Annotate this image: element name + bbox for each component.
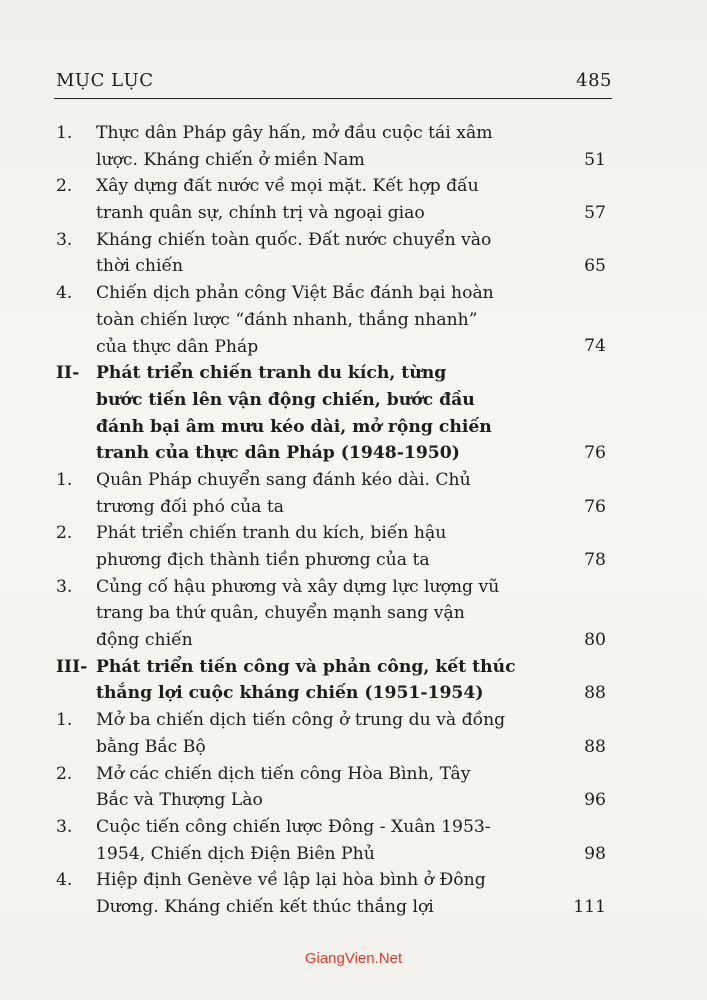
entry-title-line: Quân Pháp chuyển sang đánh kéo dài. Chủ: [96, 469, 471, 490]
entry-title-line: Dương. Kháng chiến kết thúc thắng lợi: [96, 896, 434, 917]
entry-page-number: 111: [573, 896, 606, 917]
entry-number: 3.: [56, 229, 73, 250]
running-title: MỤC LỤC: [56, 70, 154, 91]
entry-page-number: 76: [584, 496, 606, 517]
entry-number: 1.: [56, 469, 73, 490]
entry-title: [96, 867, 550, 920]
entry-title: [96, 574, 550, 654]
toc-entry: [56, 520, 612, 573]
watermark: GiangVien.Net: [304, 950, 403, 967]
header-rule: [54, 98, 612, 99]
entry-title-line: bằng Bắc Bộ: [96, 736, 206, 757]
toc-entry: [56, 574, 612, 654]
entry-number: 2.: [56, 763, 73, 784]
page-header: [56, 70, 612, 96]
entry-number: III-: [56, 656, 88, 677]
toc-entry: [56, 761, 612, 814]
entry-title: [96, 173, 550, 226]
toc-entry: [56, 227, 612, 280]
entry-page-number: 78: [584, 549, 606, 570]
entry-title-line: Mở ba chiến dịch tiến công ở trung du và đồng: [96, 710, 506, 731]
entry-number: II-: [56, 363, 80, 384]
entry-title-line: động chiến: [96, 630, 193, 651]
entry-number: 1.: [56, 123, 73, 143]
entry-title-line: 1954, Chiến dịch Điện Biên Phủ: [96, 843, 375, 864]
entry-title-line: toàn chiến lược “đánh nhanh, thắng nhanh”: [96, 309, 478, 330]
toc-entry: [56, 814, 612, 867]
entry-title-line: của thực dân Pháp: [96, 336, 259, 357]
entry-title-line: thời chiến: [96, 256, 184, 277]
entry-title: [96, 280, 550, 360]
toc-section-entry: [56, 360, 612, 467]
entry-title: [96, 120, 550, 173]
toc-section-entry: [56, 654, 612, 707]
entry-title-line: Hiệp định Genève về lập lại hòa bình ở Đông: [96, 870, 486, 891]
toc-entry: [56, 867, 612, 920]
entry-title-line: lược. Kháng chiến ở miền Nam: [96, 149, 365, 170]
entry-title-line: Phát triển chiến tranh du kích, biến hậu: [96, 523, 447, 544]
toc-entry: [56, 173, 612, 226]
entry-number: 4.: [56, 870, 73, 891]
entry-title-line: bước tiến lên vận động chiến, bước đầu: [96, 389, 475, 410]
entry-title-line: Phát triển tiến công và phản công, kết thúc: [96, 656, 516, 677]
entry-number: 2.: [56, 176, 73, 197]
entry-page-number: 76: [584, 443, 606, 464]
entry-page-number: 74: [584, 336, 606, 357]
entry-title-line: Phát triển chiến tranh du kích, từng: [96, 363, 447, 384]
entry-title-line: Mở các chiến dịch tiến công Hòa Bình, Tây: [96, 763, 471, 784]
entry-number: 1.: [56, 710, 73, 731]
entry-page-number: 65: [584, 256, 606, 277]
entry-title-line: Củng cố hậu phương và xây dựng lực lượng vũ: [96, 576, 500, 597]
entry-title-line: trang ba thứ quân, chuyển mạnh sang vận: [96, 603, 465, 624]
entry-title: [96, 360, 556, 467]
entry-title-line: tranh quân sự, chính trị và ngoại giao: [96, 203, 425, 224]
page-number: 485: [576, 70, 612, 91]
entry-title-line: Cuộc tiến công chiến lược Đông - Xuân 1953-: [96, 816, 491, 837]
entry-page-number: 88: [584, 736, 606, 757]
toc-entry: [56, 707, 612, 760]
toc-entry: [56, 120, 612, 173]
entry-title: [96, 227, 550, 280]
entry-page-number: 88: [584, 683, 606, 704]
entry-title-line: Xây dựng đất nước về mọi mặt. Kết hợp đấu: [96, 176, 479, 197]
entry-title-line: Bắc và Thượng Lào: [96, 790, 263, 811]
entry-title-line: Thực dân Pháp gây hấn, mở đầu cuộc tái xâm: [96, 123, 493, 143]
entry-title-line: trương đối phó của ta: [96, 496, 284, 517]
entry-title-line: tranh của thực dân Pháp (1948-1950): [96, 443, 460, 464]
toc-entry: [56, 280, 612, 360]
entry-title: [96, 467, 550, 520]
entry-title: [96, 761, 550, 814]
entry-number: 4.: [56, 283, 73, 304]
entry-number: 3.: [56, 816, 73, 837]
entry-number: 3.: [56, 576, 73, 597]
entry-page-number: 80: [584, 630, 606, 651]
entry-title: [96, 520, 550, 573]
entry-title-line: phương địch thành tiền phương của ta: [96, 550, 430, 570]
entry-page-number: 57: [584, 203, 606, 224]
entry-title-line: Chiến dịch phản công Việt Bắc đánh bại hoàn: [96, 283, 494, 304]
entry-title: [96, 707, 550, 760]
entry-page-number: 96: [584, 790, 606, 811]
table-of-contents: [56, 120, 612, 921]
entry-page-number: 51: [584, 149, 606, 170]
entry-title: [96, 654, 556, 707]
entry-page-number: 98: [584, 843, 606, 864]
toc-entry: [56, 467, 612, 520]
entry-title-line: Kháng chiến toàn quốc. Đất nước chuyển vào: [96, 229, 492, 250]
entry-title: [96, 814, 550, 867]
entry-number: 2.: [56, 523, 73, 544]
entry-title-line: thắng lợi cuộc kháng chiến (1951-1954): [96, 683, 484, 704]
entry-title-line: đánh bại âm mưu kéo dài, mở rộng chiến: [96, 416, 492, 437]
